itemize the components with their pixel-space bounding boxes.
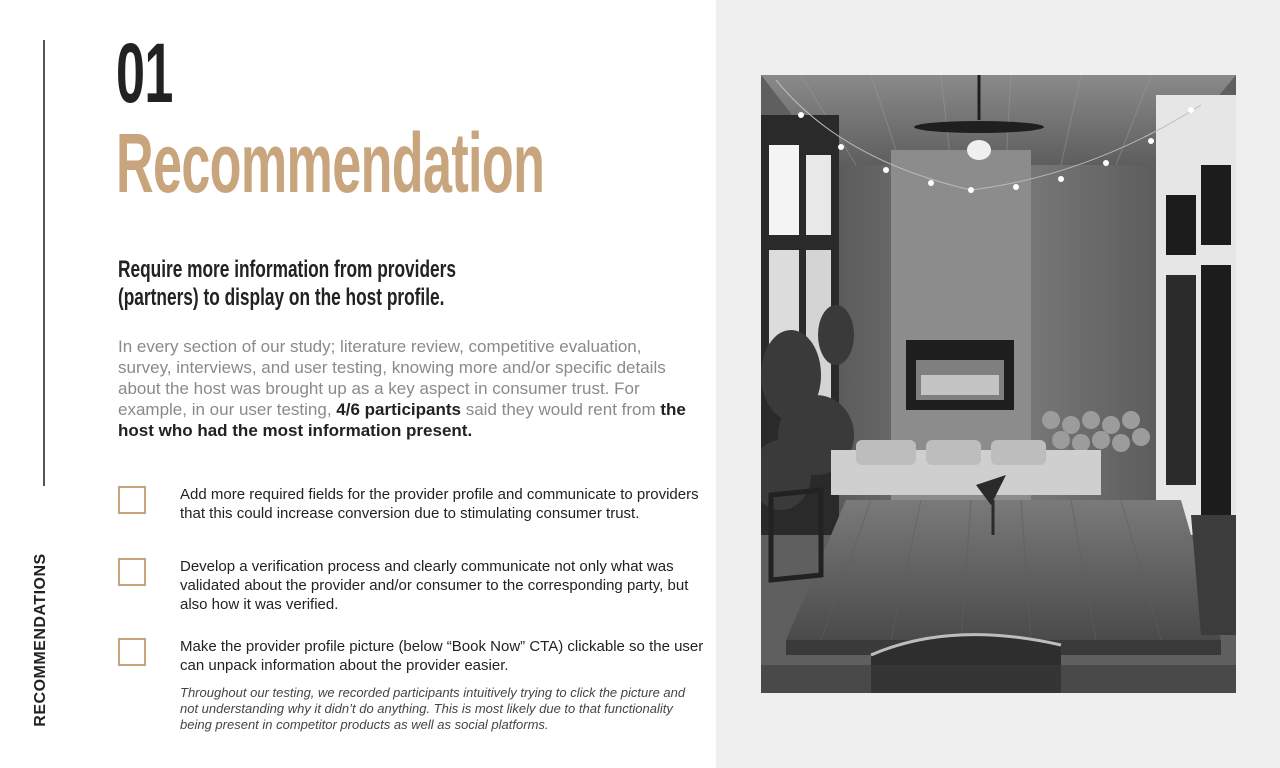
subheading	[118, 256, 521, 312]
dining-room-photo	[761, 75, 1236, 693]
section-title: Recommendation	[116, 116, 545, 210]
body-text-2: said they would rent from	[461, 400, 661, 419]
body-emphasis-host: the host who had the most information present.	[118, 400, 686, 440]
side-label: RECOMMENDATIONS	[32, 553, 49, 727]
vertical-rule	[43, 40, 45, 486]
body-text-1: In every section of our study; literature review, competitive evaluation, survey, interviews, and user testing, knowing more and/or specific details about the host was brought up as a key aspect in consumer trust. For example, in our user testing,	[118, 337, 666, 419]
subheading-line-1: Require more information from providers	[118, 256, 456, 283]
recommendation-note-3: Throughout our testing, we recorded participants intuitively trying to click the picture and not understanding why it didn’t do anything. This is most likely due to that functionality being present in competitor products as well as social platforms.	[180, 685, 686, 732]
recommendation-checkbox-3[interactable]	[118, 638, 146, 666]
recommendation-text-3: Make the provider profile picture (below “Book Now” CTA) clickable so the user can unpack information about the provider easier.	[180, 638, 704, 674]
body-emphasis-participants: 4/6 participants	[336, 400, 461, 419]
recommendation-text-1: Add more required fields for the provider profile and communicate to providers that this could increase conversion due to stimulating consumer trust.	[180, 486, 699, 522]
image-panel	[716, 0, 1280, 768]
section-number: 01	[116, 26, 173, 120]
subheading-line-2: (partners) to display on the host profile.	[118, 284, 445, 311]
recommendation-text-2: Develop a verification process and clearly communicate not only what was validated about the provider and/or consumer to the corresponding party, but also how it was verified.	[180, 558, 689, 613]
recommendation-checkbox-1[interactable]	[118, 486, 146, 514]
photo-illustration	[761, 75, 1236, 693]
recommendation-checkbox-2[interactable]	[118, 558, 146, 586]
body-paragraph	[118, 336, 698, 441]
